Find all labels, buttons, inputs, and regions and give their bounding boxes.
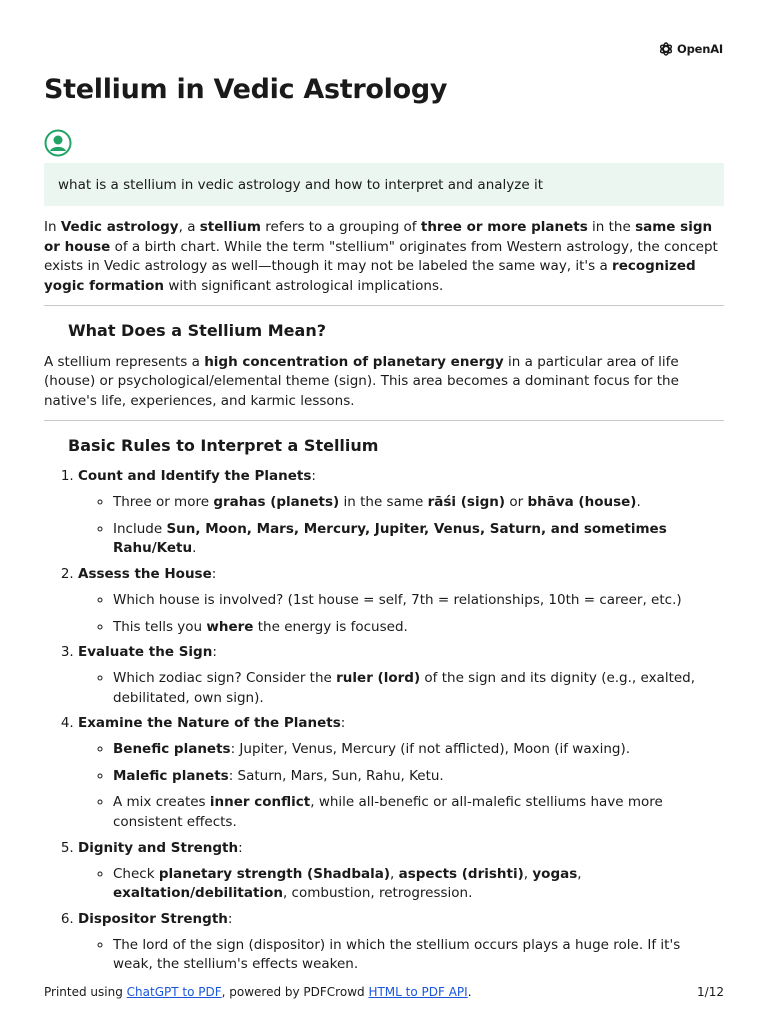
list-item: ◦ Check planetary strength (Shadbala), aspects (drishti), yogas, exaltation/debilitation, combustion, retrogression. <box>113 865 724 904</box>
user-avatar-icon <box>44 129 72 157</box>
document-title: Stellium in Vedic Astrology <box>44 74 448 105</box>
page-number: 1/12 <box>697 985 724 999</box>
chatgpt-to-pdf-link[interactable]: ChatGPT to PDF <box>126 985 222 999</box>
list-item: ◦ Include Sun, Moon, Mars, Mercury, Jupiter, Venus, Saturn, and sometimes Rahu/Ketu. <box>113 520 724 559</box>
list-item: ◦ Benefic planets: Jupiter, Venus, Mercury (if not afflicted), Moon (if waxing). <box>113 740 724 760</box>
print-footer <box>44 985 724 999</box>
user-prompt-text: what is a stellium in vedic astrology and how to interpret and analyze it <box>58 176 543 193</box>
list-item: 1. Count and Identify the Planets: ◦ Three or more grahas (planets) in the same rāśi (sign) or bhāva (house). ◦ Include Sun, Moon, Mars, Mercury, Jupiter, Venus, Saturn, and sometimes Rahu/Ketu. <box>78 467 724 559</box>
list-item: 3. Evaluate the Sign: ◦ Which zodiac sign? Consider the ruler (lord) of the sign and its dignity (e.g., exalted, debilitated, own sign). <box>78 643 724 708</box>
list-item: ◦ Malefic planets: Saturn, Mars, Sun, Rahu, Ketu. <box>113 767 724 787</box>
section-divider <box>44 305 724 306</box>
user-prompt <box>44 163 724 206</box>
list-item: 2. Assess the House: ◦ Which house is involved? (1st house = self, 7th = relationships, 10th = career, etc.) ◦ This tells you where the energy is focused. <box>78 565 724 637</box>
section-divider <box>44 420 724 421</box>
list-item: ◦ The lord of the sign (dispositor) in which the stellium occurs plays a huge role. If it's weak, the stellium's effects weaken. <box>113 936 724 975</box>
list-item: 4. Examine the Nature of the Planets: ◦ Benefic planets: Jupiter, Venus, Mercury (if not afflicted), Moon (if waxing). ◦ Malefic planets: Saturn, Mars, Sun, Rahu, Ketu. ◦ A mix creates inner conflict, while all-benefic or all-malefic stelliums have more consistent effects. <box>78 714 724 833</box>
brand-text: OpenAI <box>677 42 723 56</box>
list-item: ◦ A mix creates inner conflict, while all-benefic or all-malefic stelliums have more consistent effects. <box>113 793 724 832</box>
list-item: ◦ This tells you where the energy is focused. <box>113 618 724 638</box>
list-item: ◦ Which zodiac sign? Consider the ruler (lord) of the sign and its dignity (e.g., exalted, debilitated, own sign). <box>113 669 724 708</box>
rules-list <box>44 467 724 975</box>
list-item: 6. Dispositor Strength: ◦ The lord of the sign (dispositor) in which the stellium occurs plays a huge role. If it's weak, the stellium's effects weaken. <box>78 910 724 975</box>
section-heading-meaning: What Does a Stellium Mean? <box>68 320 326 340</box>
intro-paragraph: In Vedic astrology, a stellium refers to a grouping of three or more planets in the same sign or house of a birth chart. While the term "stellium" originates from Western astrology, the concept exists in Vedic astrology as well—though it may not be labeled the same way, it's a recognized yogic formation with significant astrological implications. <box>44 219 718 295</box>
response-body <box>44 218 724 975</box>
footer-credit: Printed using ChatGPT to PDF, powered by PDFCrowd HTML to PDF API. <box>44 985 472 999</box>
openai-icon <box>658 41 674 57</box>
list-item: 5. Dignity and Strength: ◦ Check planetary strength (Shadbala), aspects (drishti), yogas, exaltation/debilitation, combustion, retrogression. <box>78 839 724 904</box>
openai-logo <box>658 41 723 57</box>
meaning-paragraph: A stellium represents a high concentration of planetary energy in a particular area of life (house) or psychological/elemental theme (sign). This area becomes a dominant focus for the native's life, experiences, and karmic lessons. <box>44 353 679 409</box>
list-item: ◦ Three or more grahas (planets) in the same rāśi (sign) or bhāva (house). <box>113 493 724 513</box>
section-heading-rules: Basic Rules to Interpret a Stellium <box>68 435 379 455</box>
html-to-pdf-api-link[interactable]: HTML to PDF API <box>368 985 468 999</box>
list-item: ◦ Which house is involved? (1st house = self, 7th = relationships, 10th = career, etc.) <box>113 591 724 611</box>
